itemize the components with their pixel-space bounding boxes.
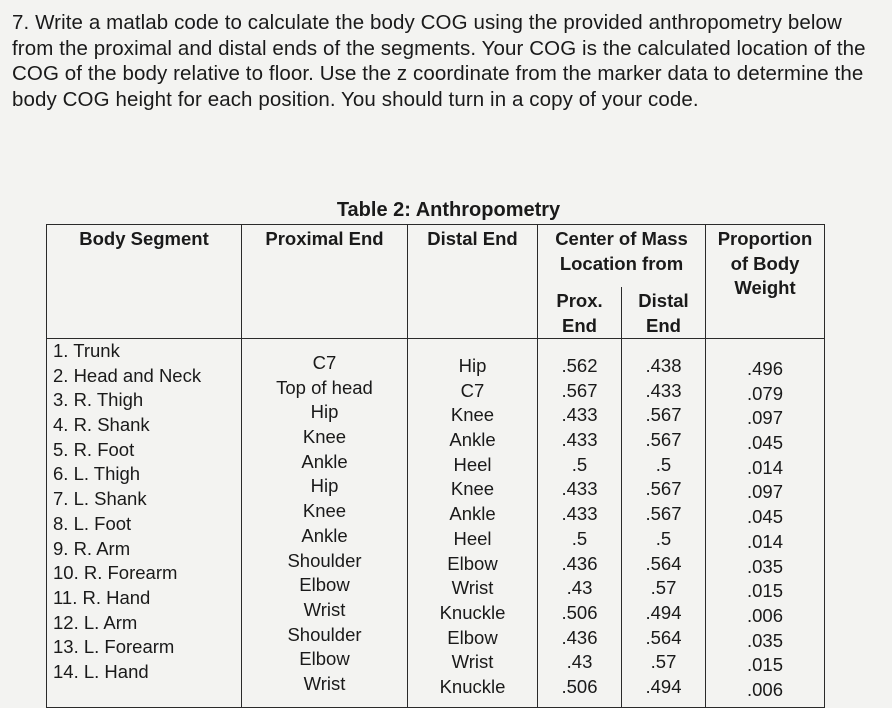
cell-distal: Wrist: [451, 577, 494, 599]
cell-weight: .079: [746, 382, 783, 404]
cell-weight: .045: [746, 432, 783, 454]
header-proportion-weight: Proportion of Body Weight: [706, 225, 825, 339]
cell-segment: 3. R. Thigh: [53, 389, 144, 411]
cell-proximal: Shoulder: [287, 549, 362, 571]
cell-dist: .567: [645, 429, 682, 451]
cell-prox: .433: [561, 404, 598, 426]
cell-proximal: Knee: [302, 500, 347, 522]
cell-weight: .035: [746, 629, 783, 651]
cell-weight: .035: [746, 555, 783, 577]
cell-distal: Wrist: [451, 651, 494, 673]
cell-prox: .433: [561, 503, 598, 525]
column-weight: [706, 339, 825, 708]
cell-segment: 11. R. Hand: [53, 586, 151, 608]
cell-prox: .43: [566, 577, 593, 599]
cell-distal: Knuckle: [439, 601, 506, 623]
cell-segment: 12. L. Arm: [53, 611, 138, 633]
table-title: Table 2: Anthropometry: [336, 199, 561, 221]
cell-proximal: Shoulder: [287, 623, 362, 645]
cell-prox: .436: [561, 626, 598, 648]
header-center-of-mass: Center of Mass Location from: [538, 225, 706, 288]
cell-dist: .564: [645, 552, 682, 574]
cell-distal: Ankle: [449, 503, 496, 525]
column-body-segment: [47, 339, 242, 708]
cell-dist: .57: [650, 651, 677, 673]
cell-weight: .006: [746, 678, 783, 700]
cell-weight: .097: [746, 407, 783, 429]
cell-prox: .5: [571, 527, 588, 549]
cell-proximal: Wrist: [303, 598, 346, 620]
cell-proximal: Wrist: [303, 672, 346, 694]
cell-prox: .433: [561, 429, 598, 451]
cell-dist: .5: [655, 527, 672, 549]
column-com-prox: [538, 339, 622, 708]
cell-weight: .014: [746, 456, 783, 478]
cell-proximal: Elbow: [299, 574, 350, 596]
cell-segment: 14. L. Hand: [53, 660, 149, 682]
cell-dist: .564: [645, 626, 682, 648]
cell-prox: .562: [561, 355, 598, 376]
cell-dist: .5: [655, 453, 672, 475]
cell-prox: .506: [561, 675, 598, 697]
cell-segment: 10. R. Forearm: [53, 562, 178, 584]
cell-prox: .567: [561, 379, 598, 401]
cell-distal: Elbow: [447, 552, 498, 574]
cell-weight: .015: [746, 654, 783, 676]
column-proximal-end: [242, 339, 408, 708]
cell-distal: Heel: [453, 527, 492, 549]
header-prox-end: Prox. End: [538, 287, 622, 339]
table-title-wrap: [0, 199, 892, 222]
cell-proximal: Elbow: [299, 648, 350, 670]
anthropometry-table: [46, 224, 825, 708]
cell-distal: Knee: [450, 478, 495, 500]
cell-prox: .506: [561, 601, 598, 623]
cell-dist: .433: [645, 379, 682, 401]
cell-distal: Elbow: [447, 626, 498, 648]
cell-prox: .436: [561, 552, 598, 574]
cell-proximal: Hip: [310, 401, 339, 423]
column-com-distal: [622, 339, 706, 708]
cell-segment: 13. L. Forearm: [53, 636, 175, 658]
cell-prox: .5: [571, 453, 588, 475]
header-distal-end-sub: Distal End: [622, 287, 706, 339]
cell-proximal: Top of head: [276, 376, 373, 398]
cell-proximal: Knee: [302, 426, 347, 448]
cell-proximal: Hip: [310, 475, 339, 497]
cell-distal: Knuckle: [439, 675, 506, 697]
cell-distal: Heel: [453, 453, 492, 475]
header-body-segment: Body Segment: [47, 225, 242, 339]
cell-proximal: Ankle: [301, 524, 348, 546]
cell-weight: .006: [746, 604, 783, 626]
cell-weight: .015: [746, 580, 783, 602]
cell-segment: 8. L. Foot: [53, 512, 132, 534]
cell-dist: .57: [650, 577, 677, 599]
cell-segment: 1. Trunk: [53, 340, 120, 361]
cell-segment: 7. L. Shank: [53, 488, 147, 510]
cell-segment: 2. Head and Neck: [53, 364, 202, 386]
cell-prox: .433: [561, 478, 598, 500]
cell-segment: 9. R. Arm: [53, 537, 131, 559]
cell-weight: .097: [746, 481, 783, 503]
cell-weight: .014: [746, 530, 783, 552]
cell-weight: .045: [746, 506, 783, 528]
cell-dist: .438: [645, 355, 682, 376]
cell-prox: .43: [566, 651, 593, 673]
header-proximal-end: Proximal End: [242, 225, 408, 339]
cell-proximal: Ankle: [301, 450, 348, 472]
cell-dist: .494: [645, 675, 682, 697]
cell-distal: Ankle: [449, 429, 496, 451]
cell-dist: .567: [645, 404, 682, 426]
cell-segment: 6. L. Thigh: [53, 463, 141, 485]
cell-dist: .567: [645, 503, 682, 525]
question-text: 7. Write a matlab code to calculate the body COG using the provided anthropometry below from the proximal and distal ends of the segments. Your COG is the calculated location of the COG of the body relative to floor. Use the z coordinate from the marker data to determine the body COG height for each position. You should turn in a copy of your code.: [12, 11, 866, 111]
cell-proximal: C7: [312, 352, 337, 373]
cell-segment: 4. R. Shank: [53, 414, 150, 436]
cell-dist: .494: [645, 601, 682, 623]
cell-dist: .567: [645, 478, 682, 500]
cell-weight: .496: [746, 358, 783, 379]
cell-distal: Knee: [450, 404, 495, 426]
cell-segment: 5. R. Foot: [53, 438, 135, 460]
cell-distal: Hip: [458, 355, 487, 376]
cell-distal: C7: [460, 379, 485, 401]
column-distal-end: [408, 339, 538, 708]
header-distal-end: Distal End: [408, 225, 538, 339]
